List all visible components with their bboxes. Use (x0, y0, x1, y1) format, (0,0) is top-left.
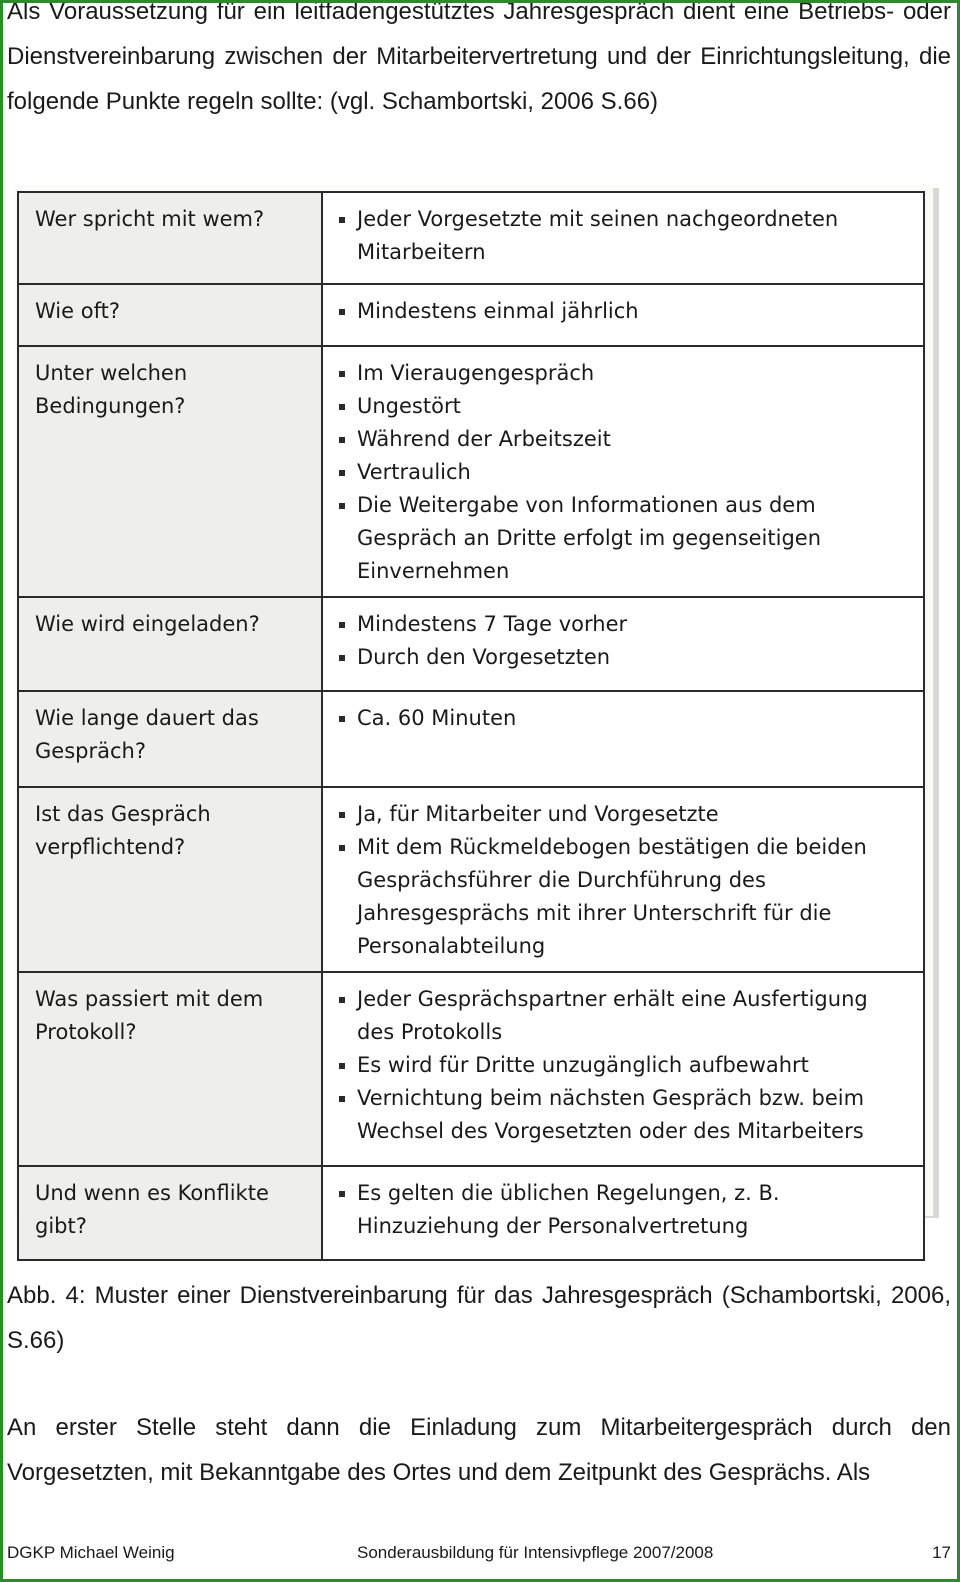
answer-item: Vertraulich (339, 456, 907, 489)
answer-item: Ungestört (339, 390, 907, 423)
answer-item: Vernichtung beim nächsten Gespräch bzw. beim Wechsel des Vorgesetzten oder des Mitarbeiters (339, 1082, 907, 1148)
answer-item: Es wird für Dritte unzugänglich aufbewahrt (339, 1049, 907, 1082)
answer-cell (322, 1166, 924, 1260)
table-row (18, 284, 924, 346)
answer-item: Die Weitergabe von Informationen aus dem Gespräch an Dritte erfolgt im gegenseitigen Einvernehmen (339, 489, 907, 588)
table-row (18, 787, 924, 972)
answer-list (339, 983, 907, 1148)
answer-list (339, 357, 907, 588)
question-cell: Wer spricht mit wem? (18, 192, 322, 284)
answer-list (339, 203, 907, 269)
agreement-table (17, 191, 925, 1261)
question-cell: Wie oft? (18, 284, 322, 346)
question-cell: Ist das Gespräch verpflichtend? (18, 787, 322, 972)
footer-author: DGKP Michael Weinig (7, 1543, 175, 1562)
table-row (18, 346, 924, 597)
question-cell: Wie lange dauert das Gespräch? (18, 691, 322, 787)
intro-paragraph: Als Voraussetzung für ein leitfadengestütztes Jahresgespräch dient eine Betriebs- oder Dienstvereinbarung zwischen der Mitarbeitervertretung und der Einrichtungsleitung, die folgende Punkte regeln sollte: (vgl. Schambortski, 2006 S.66) (7, 0, 951, 115)
answer-item: Ca. 60 Minuten (339, 702, 907, 735)
answer-list (339, 702, 907, 735)
answer-item: Es gelten die üblichen Regelungen, z. B. Hinzuziehung der Personalvertretung (339, 1177, 907, 1243)
answer-cell (322, 972, 924, 1166)
answer-cell (322, 597, 924, 691)
agreement-table-body (18, 192, 924, 1260)
question-cell: Was passiert mit dem Protokoll? (18, 972, 322, 1166)
answer-item: Jeder Vorgesetzte mit seinen nachgeordneten Mitarbeitern (339, 203, 907, 269)
figure-caption: Abb. 4: Muster einer Dienstvereinbarung für das Jahresgespräch (Schambortski, 2006, S.66) (7, 1282, 951, 1354)
table-row (18, 1166, 924, 1260)
answer-item: Mit dem Rückmeldebogen bestätigen die beiden Gesprächsführer die Durchführung des Jahresgesprächs mit ihrer Unterschrift für die Personalabteilung (339, 831, 907, 963)
answer-list (339, 1177, 907, 1243)
table-row (18, 972, 924, 1166)
body-paragraph: An erster Stelle steht dann die Einladung zum Mitarbeitergespräch durch den Vorgesetzten, mit Bekanntgabe des Ortes und dem Zeitpunkt des Gesprächs. Als (7, 1414, 951, 1486)
answer-cell (322, 691, 924, 787)
answer-cell (322, 192, 924, 284)
answer-item: Durch den Vorgesetzten (339, 641, 907, 674)
question-cell: Wie wird eingeladen? (18, 597, 322, 691)
question-cell: Und wenn es Konflikte gibt? (18, 1166, 322, 1260)
table-row (18, 691, 924, 787)
footer-course: Sonderausbildung für Intensivpflege 2007/2008 (357, 1543, 714, 1562)
page-footer (7, 1543, 951, 1567)
answer-cell (322, 346, 924, 597)
answer-list (339, 608, 907, 674)
answer-list (339, 295, 907, 328)
answer-cell (322, 284, 924, 346)
answer-item: Ja, für Mitarbeiter und Vorgesetzte (339, 798, 907, 831)
page-number: 17 (932, 1543, 951, 1562)
answer-cell (322, 787, 924, 972)
answer-item: Im Vieraugengespräch (339, 357, 907, 390)
answer-item: Mindestens 7 Tage vorher (339, 608, 907, 641)
answer-item: Während der Arbeitszeit (339, 423, 907, 456)
question-cell: Unter welchen Bedingungen? (18, 346, 322, 597)
answer-item: Mindestens einmal jährlich (339, 295, 907, 328)
answer-item: Jeder Gesprächspartner erhält eine Ausfertigung des Protokolls (339, 983, 907, 1049)
answer-list (339, 798, 907, 963)
table-row (18, 192, 924, 284)
table-row (18, 597, 924, 691)
